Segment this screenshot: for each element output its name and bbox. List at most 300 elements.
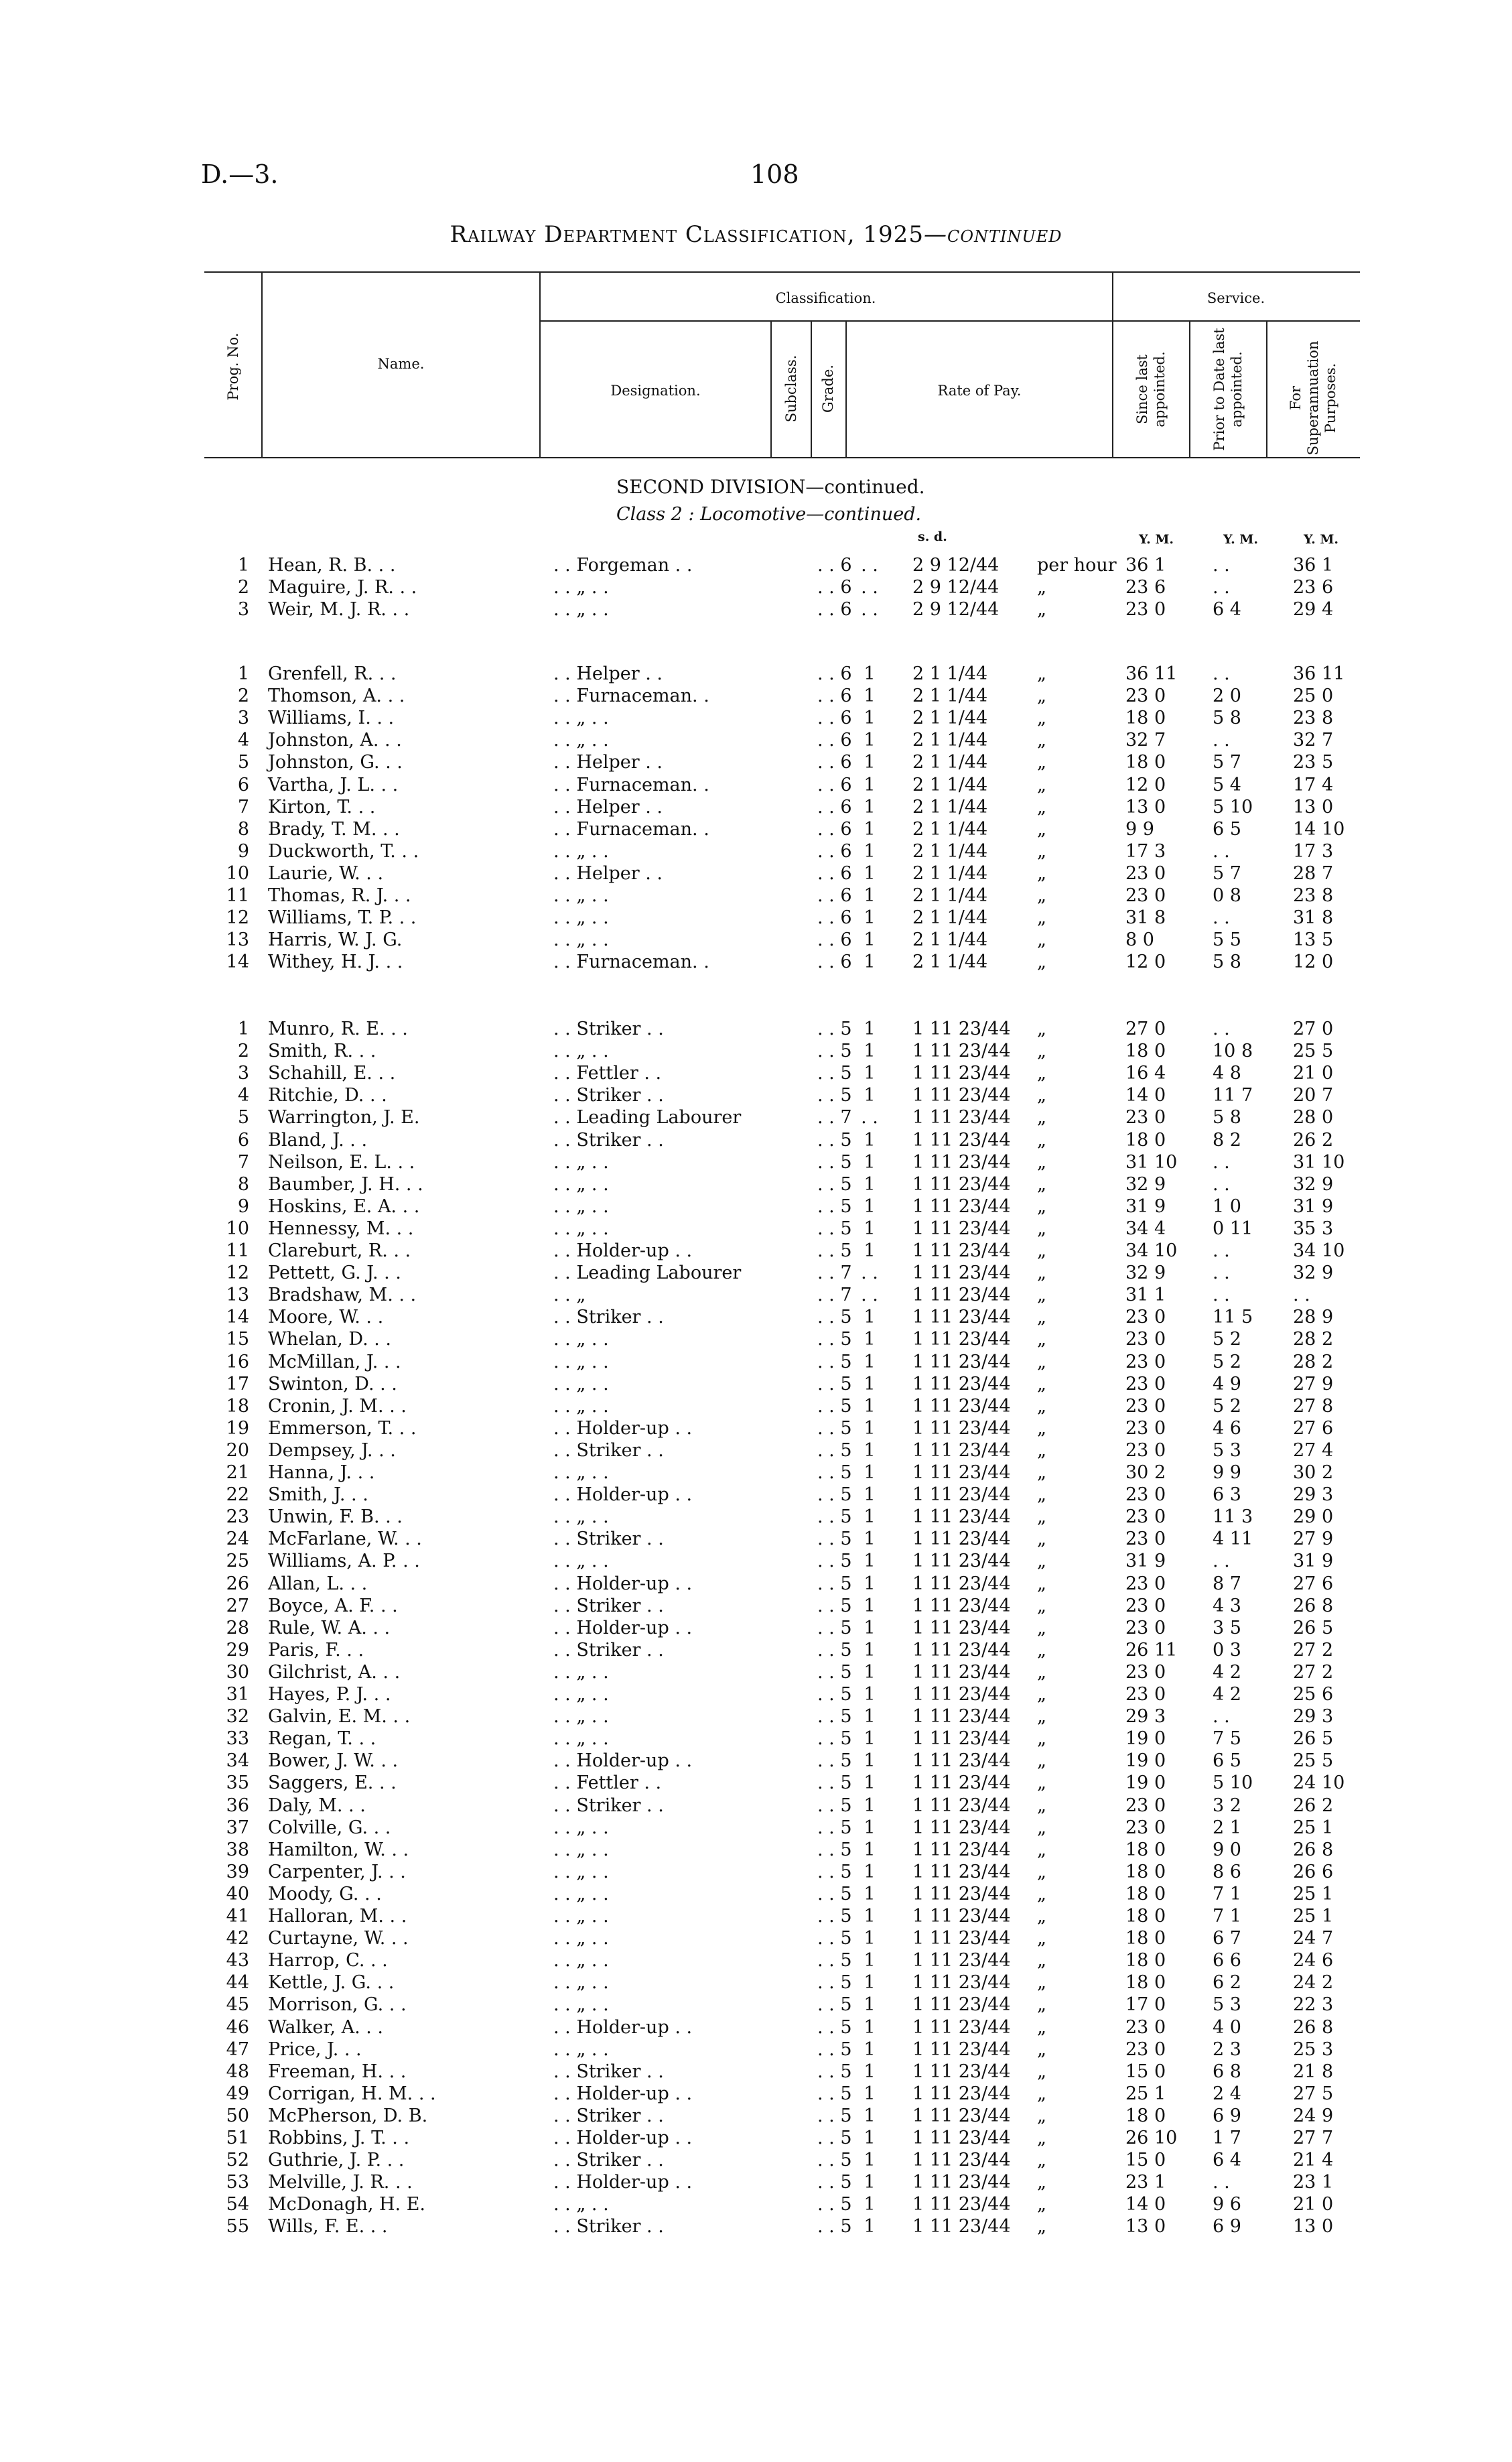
cell-s2: 0 3 [1213,1639,1241,1661]
cell-s3: 24 10 [1293,1772,1345,1794]
cell-pay: 1 11 23/44 [912,1972,1011,1994]
cell-s1: 31 10 [1125,1151,1178,1173]
cell-n: 10 [226,862,249,884]
cell-ph: „ [1037,1706,1046,1728]
cell-s3: 26 2 [1293,1795,1334,1816]
cell-s1: 23 0 [1125,885,1166,906]
table-row [0,1130,1512,1151]
table-row [0,1817,1512,1839]
cell-gr: 1 [864,1240,876,1261]
cell-s3: 24 6 [1293,1950,1334,1971]
table-row [0,1862,1512,1883]
cell-ph: „ [1037,818,1046,840]
cell-sc: . . 5 [817,1351,852,1372]
cell-n: 4 [237,1085,249,1106]
cell-name: Vartha, J. L. . . [268,774,399,795]
cell-pay: 2 1 1/44 [912,929,988,951]
cell-sc: . . 5 [817,1795,852,1816]
cell-ph: „ [1037,1595,1046,1616]
table-row [0,2150,1512,2171]
cell-sc: . . 6 [817,663,852,684]
table-row [0,1529,1512,1550]
table-row [0,1041,1512,1062]
cell-s2: . . [1213,1706,1230,1728]
cell-gr: 1 [864,2038,876,2060]
cell-ph: „ [1037,2128,1046,2148]
table-row [0,1462,1512,1484]
table-row [0,1573,1512,1595]
cell-pay: 1 11 23/44 [912,1107,1011,1128]
table-row [0,663,1512,685]
table-row [0,752,1512,773]
table-row [0,1950,1512,1971]
cell-ph: „ [1037,885,1046,906]
cell-pay: 1 11 23/44 [912,2194,1011,2215]
rate-of-pay-header: Rate of Pay. [937,383,1022,399]
cell-gr: 1 [864,1750,876,1772]
cell-gr: 1 [864,2172,876,2193]
cell-d: . . Leading Labourer [553,1107,742,1128]
cell-name: Brady, T. M. . . [268,818,400,840]
cell-name: Munro, R. E. . . [268,1019,408,1039]
cell-pay: 1 11 23/44 [912,1795,1011,1816]
cell-s2: 5 10 [1213,1772,1253,1794]
cell-gr: 1 [864,2083,876,2104]
cell-s2: . . [1213,840,1230,862]
cell-n: 55 [226,2216,249,2238]
cell-d: . . „ . . [553,1728,609,1750]
cell-ph: „ [1037,1972,1046,1994]
cell-s1: 14 0 [1125,1085,1166,1106]
cell-s1: 31 9 [1125,1195,1166,1217]
table-row [0,1240,1512,1262]
cell-sc: . . 5 [817,1373,852,1395]
cell-name: Paris, F. . . [268,1639,364,1661]
superannuation-header: For Superannuation Purposes. [1288,340,1338,456]
cell-d: . . „ . . [553,2194,609,2215]
cell-s1: 23 0 [1125,599,1166,621]
cell-gr: 1 [864,1529,876,1550]
cell-gr: 1 [864,796,876,818]
cell-d: . . Striker . . [553,1129,664,1151]
cell-s3: 29 3 [1293,1706,1334,1728]
cell-d: . . „ . . [553,1861,609,1882]
service-header: Service. [1207,290,1265,306]
cell-sc: . . 6 [817,752,852,773]
cell-name: Schahill, E. . . [268,1063,396,1084]
cell-n: 25 [226,1551,249,1572]
cell-n: 48 [226,2061,249,2082]
cell-gr: 1 [864,1395,876,1417]
cell-s3: 28 2 [1293,1329,1334,1350]
cell-d: . . „ . . [553,1041,609,1062]
table-row [0,2017,1512,2038]
cell-s3: 27 2 [1293,1661,1334,1683]
cell-ph: „ [1037,840,1046,862]
table-row [0,1329,1512,1350]
cell-pay: 1 11 23/44 [912,1529,1011,1550]
cell-pay: 1 11 23/44 [912,1506,1011,1528]
table-row [0,1551,1512,1572]
cell-gr: 1 [864,1728,876,1750]
cell-n: 30 [226,1661,249,1683]
table-row [0,841,1512,862]
cell-s1: 23 0 [1125,1529,1166,1550]
cell-d: . . „ . . [553,840,609,862]
cell-d: . . Holder-up . . [553,1417,693,1439]
cell-d: . . „ . . [553,1506,609,1528]
cell-s2: 7 1 [1213,1906,1241,1927]
cell-ph: „ [1037,1151,1046,1173]
cell-name: Withey, H. J. . . [268,952,403,973]
cell-sc: . . 5 [817,2216,852,2238]
cell-gr: 1 [864,1617,876,1638]
cell-ph: „ [1037,2083,1046,2104]
cell-s3: 25 3 [1293,2038,1334,2060]
cell-n: 13 [226,929,249,951]
cell-gr: 1 [864,1506,876,1528]
cell-s3: 14 10 [1293,818,1345,840]
cell-s3: 21 4 [1293,2150,1334,2171]
table-row [0,1728,1512,1750]
table-row [0,1750,1512,1772]
cell-name: Carpenter, J. . . [268,1861,406,1882]
page-number: 108 [750,159,799,189]
cell-s2: 5 5 [1213,929,1241,951]
cell-name: Wills, F. E. . . [268,2216,388,2238]
name-header: Name. [377,356,425,372]
cell-sc: . . 5 [817,2150,852,2171]
cell-name: Williams, A. P. . . [268,1551,420,1572]
table-row [0,1352,1512,1373]
cell-s3: 27 8 [1293,1395,1334,1417]
table-row [0,708,1512,729]
cell-s3: 25 6 [1293,1684,1334,1705]
cell-s2: 5 7 [1213,862,1241,884]
cell-name: Clareburt, R. . . [268,1240,411,1261]
table-row [0,1107,1512,1128]
cell-d: . . „ . . [553,1462,609,1483]
cell-s3: 27 4 [1293,1439,1334,1461]
cell-s1: 23 0 [1125,1439,1166,1461]
cell-d: . . „ . . [553,1373,609,1395]
cell-sc: . . 5 [817,1595,852,1616]
cell-pay: 1 11 23/44 [912,1928,1011,1949]
cell-name: Baumber, J. H. . . [268,1173,423,1195]
cell-gr: 1 [864,840,876,862]
cell-sc: . . 5 [817,1063,852,1084]
cell-s1: 23 0 [1125,1661,1166,1683]
cell-sc: . . 6 [817,774,852,795]
cell-d: . . „ . . [553,1706,609,1728]
cell-d: . . Furnaceman. . [553,818,709,840]
cell-name: Corrigan, H. M. . . [268,2083,436,2104]
cell-gr: 1 [864,1972,876,1994]
cell-name: Kettle, J. G. . . [268,1972,395,1994]
service-units-3: Y. M. [1304,532,1338,547]
cell-s1: 32 7 [1125,730,1166,751]
cell-ph: „ [1037,1307,1046,1328]
cell-ph: „ [1037,663,1046,684]
cell-d: . . „ . . [553,2038,609,2060]
cell-name: Kirton, T. . . [268,796,376,818]
table-row [0,1396,1512,1417]
cell-n: 38 [226,1839,249,1860]
cell-gr: 1 [864,1950,876,1971]
grade-header: Grade. [820,365,836,413]
cell-pay: 1 11 23/44 [912,2128,1011,2148]
cell-d: . . Helper . . [553,752,663,773]
cell-pay: 1 11 23/44 [912,1573,1011,1594]
cell-d: . . Holder-up . . [553,2083,693,2104]
cell-n: 11 [226,885,249,906]
cell-ph: „ [1037,1484,1046,1506]
cell-d: . . „ . . [553,599,609,621]
cell-s1: 23 0 [1125,1817,1166,1838]
cell-d: . . Fettler . . [553,1063,662,1084]
cell-gr: 1 [864,1307,876,1328]
cell-gr: 1 [864,1595,876,1616]
cell-pay: 1 11 23/44 [912,1706,1011,1728]
cell-pay: 1 11 23/44 [912,2105,1011,2126]
cell-s3: 27 6 [1293,1417,1334,1439]
cell-s1: 30 2 [1125,1462,1166,1483]
cell-d: . . Leading Labourer [553,1262,742,1284]
cell-sc: . . 6 [817,577,852,598]
table-row [0,1994,1512,2016]
cell-n: 14 [226,952,249,973]
cell-pay: 1 11 23/44 [912,1129,1011,1151]
cell-pay: 1 11 23/44 [912,1173,1011,1195]
cell-s2: 5 2 [1213,1329,1241,1350]
table-row [0,1285,1512,1306]
cell-s1: 36 11 [1125,663,1178,684]
cell-s3: 23 8 [1293,708,1334,729]
cell-name: Hanna, J. . . [268,1462,375,1483]
cell-n: 41 [226,1906,249,1927]
table-row [0,1440,1512,1462]
cell-name: Warrington, J. E. [268,1107,420,1128]
cell-s1: 31 1 [1125,1285,1166,1306]
cell-s3: 26 5 [1293,1617,1334,1638]
cell-s1: 18 0 [1125,1861,1166,1882]
cell-gr: 1 [864,1883,876,1904]
cell-name: Williams, T. P. . . [268,907,417,929]
cell-s3: 31 10 [1293,1151,1345,1173]
cell-s2: 6 5 [1213,818,1241,840]
cell-pay: 1 11 23/44 [912,1351,1011,1372]
cell-name: Cronin, J. M. . . [268,1395,407,1417]
cell-s2: 6 4 [1213,599,1241,621]
cell-n: 13 [226,1285,249,1306]
cell-ph: „ [1037,2105,1046,2126]
cell-s2: . . [1213,1551,1230,1572]
cell-gr: 1 [864,2061,876,2082]
cell-s2: . . [1213,907,1230,929]
cell-s1: 18 0 [1125,1972,1166,1994]
table-row [0,1307,1512,1328]
cell-name: Unwin, F. B. . . [268,1506,403,1528]
cell-s3: 32 9 [1293,1173,1334,1195]
cell-ph: „ [1037,1950,1046,1971]
cell-gr: 1 [864,1173,876,1195]
cell-name: McMillan, J. . . [268,1351,401,1372]
cell-sc: . . 5 [817,1728,852,1750]
cell-name: Halloran, M. . . [268,1906,407,1927]
cell-s1: 31 8 [1125,907,1166,929]
cell-s1: 18 0 [1125,708,1166,729]
cell-gr: 1 [864,929,876,951]
cell-sc: . . 5 [817,1195,852,1217]
cell-d: . . Furnaceman. . [553,952,709,973]
cell-n: 24 [226,1529,249,1550]
cell-d: . . Striker . . [553,2216,664,2238]
cell-s1: 23 0 [1125,862,1166,884]
cell-n: 27 [226,1595,249,1616]
cell-pay: 1 11 23/44 [912,1240,1011,1261]
cell-ph: „ [1037,1373,1046,1395]
cell-name: Hennessy, M. . . [268,1218,414,1239]
cell-s3: 28 9 [1293,1307,1334,1328]
cell-s1: 23 0 [1125,1795,1166,1816]
cell-gr: . . [861,577,878,598]
cell-n: 33 [226,1728,249,1750]
cell-s1: 23 0 [1125,1107,1166,1128]
cell-name: Daly, M. . . [268,1795,366,1816]
cell-sc: . . 5 [817,1817,852,1838]
cell-d: . . „ . . [553,929,609,951]
division-title: SECOND DIVISION—continued. [616,476,925,498]
cell-ph: „ [1037,2038,1046,2060]
cell-pay: 2 1 1/44 [912,952,988,973]
cell-d: . . „ . . [553,1906,609,1927]
table-row [0,1972,1512,1994]
cell-n: 8 [237,1173,249,1195]
cell-s3: 23 1 [1293,2172,1334,2193]
cell-ph: „ [1037,1750,1046,1772]
cell-s3: 17 3 [1293,840,1334,862]
cell-s3: 26 2 [1293,1129,1334,1151]
cell-ph: „ [1037,929,1046,951]
cell-sc: . . 5 [817,1439,852,1461]
cell-gr: 1 [864,1817,876,1838]
cell-pay: 2 1 1/44 [912,663,988,684]
cell-s2: 3 2 [1213,1795,1241,1816]
cell-s2: 1 0 [1213,1195,1241,1217]
table-row [0,1152,1512,1173]
cell-name: Harrop, C. . . [268,1950,388,1971]
cell-n: 54 [226,2194,249,2215]
cell-d: . . Helper . . [553,862,663,884]
table-row [0,2216,1512,2238]
cell-n: 45 [226,1994,249,2016]
cell-d: . . Holder-up . . [553,1484,693,1506]
cell-pay: 1 11 23/44 [912,1906,1011,1927]
cell-ph: „ [1037,862,1046,884]
cell-sc: . . 5 [817,1484,852,1506]
cell-sc: . . 5 [817,1994,852,2016]
cell-n: 7 [237,796,249,818]
cell-ph: „ [1037,1551,1046,1572]
cell-gr: 1 [864,2016,876,2038]
cell-name: Allan, L. . . [268,1573,368,1594]
cell-d: . . Holder-up . . [553,2172,693,2193]
cell-pay: 1 11 23/44 [912,1839,1011,1860]
cell-ph: „ [1037,1817,1046,1838]
cell-n: 35 [226,1772,249,1794]
table-row [0,1640,1512,1661]
cell-s2: 7 5 [1213,1728,1241,1750]
cell-gr: . . [861,1262,878,1284]
cell-pay: 1 11 23/44 [912,1661,1011,1683]
cell-name: Johnston, A. . . [268,730,402,751]
cell-n: 9 [237,1195,249,1217]
cell-name: McPherson, D. B. [268,2105,428,2126]
cell-pay: 1 11 23/44 [912,1262,1011,1284]
cell-s3: 28 7 [1293,862,1334,884]
cell-pay: 1 11 23/44 [912,1373,1011,1395]
cell-pay: 2 9 12/44 [912,599,1000,621]
cell-s3: 32 7 [1293,730,1334,751]
service-units-1: Y. M. [1139,532,1174,547]
cell-d: . . „ . . [553,1329,609,1350]
cell-gr: 1 [864,708,876,729]
cell-n: 12 [226,907,249,929]
cell-s3: 24 2 [1293,1972,1334,1994]
cell-sc: . . 5 [817,1883,852,1904]
cell-pay: 1 11 23/44 [912,1439,1011,1461]
cell-pay: 1 11 23/44 [912,2061,1011,2082]
cell-sc: . . 6 [817,840,852,862]
cell-s2: 4 2 [1213,1661,1241,1683]
cell-s2: 9 9 [1213,1462,1241,1483]
cell-n: 3 [237,708,249,729]
cell-d: . . „ . . [553,1972,609,1994]
cell-pay: 1 11 23/44 [912,2172,1011,2193]
cell-gr: 1 [864,752,876,773]
subclass-header: Subclass. [783,354,799,423]
cell-pay: 1 11 23/44 [912,1484,1011,1506]
cell-sc: . . 5 [817,1839,852,1860]
cell-name: Thomson, A. . . [268,686,405,707]
table-row [0,797,1512,818]
cell-s3: . . [1293,1285,1310,1306]
cell-n: 10 [226,1218,249,1239]
table-row [0,1596,1512,1617]
cell-n: 37 [226,1817,249,1838]
designation-header: Designation. [610,383,701,399]
cell-d: . . Fettler . . [553,1772,662,1794]
cell-ph: „ [1037,1795,1046,1816]
cell-ph: „ [1037,1684,1046,1705]
cell-s1: 23 0 [1125,1506,1166,1528]
cell-name: Pettett, G. J. . . [268,1262,401,1284]
table-row [0,1218,1512,1240]
cell-gr: 1 [864,1195,876,1217]
cell-s3: 36 1 [1293,555,1334,576]
cell-name: Grenfell, R. . . [268,663,397,684]
cell-name: Morrison, G. . . [268,1994,407,2016]
cell-pay: 2 1 1/44 [912,686,988,707]
cell-n: 2 [237,1041,249,1062]
cell-n: 44 [226,1972,249,1994]
cell-s1: 26 10 [1125,2128,1178,2148]
cell-gr: 1 [864,862,876,884]
cell-ph: „ [1037,1262,1046,1284]
cell-d: . . „ . . [553,1195,609,1217]
cell-sc: . . 5 [817,1462,852,1483]
cell-s3: 25 5 [1293,1041,1334,1062]
